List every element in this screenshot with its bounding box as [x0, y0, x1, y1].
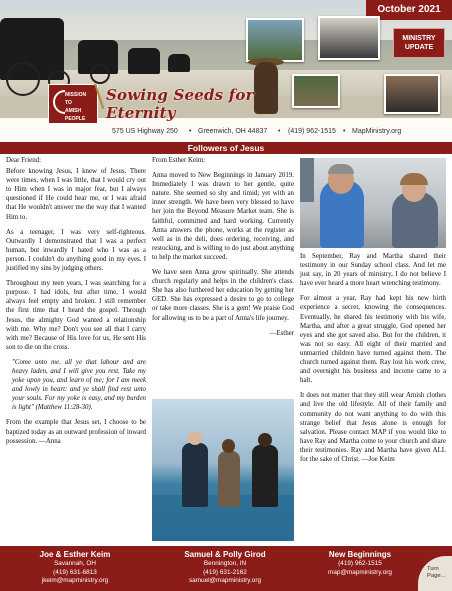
contact-email[interactable]: jkeim@mapministry.org: [41, 577, 109, 585]
contact-phone: (419) 631-2162: [203, 568, 247, 576]
footer-contacts: [0, 546, 452, 591]
separator: •: [189, 128, 192, 135]
contact-name: New Beginnings: [328, 550, 392, 559]
separator: •: [278, 128, 281, 135]
logo-line-4: PEOPLE: [65, 116, 86, 122]
paragraph: It does not matter that they still wear Amish clothes and live the old lifestyle. All of their family and community do not want anything to do with this strange belief that Jesus alone is enough for salvation. Please contact MAP if you would like to have Ray and Martha come to your church and share their testimonies. Ray and Martha have given ALL for the sake of Christ. —Joe Keim: [300, 392, 446, 463]
paragraph: Throughout my teen years, I was searching for a purpose. I had idols, but after time, I would always feel empty and broken. I still remember the first time that I heard the gospel. Through Jesus, the almighty God wanted a relationship with me. Why me? Don't you see all that I carry with me? Because of His love for us, He sent His son to die on the cross.: [6, 280, 146, 351]
buggy: [128, 48, 160, 74]
ministry-badge-line-2: UPDATE: [404, 44, 434, 51]
section-title: Followers of Jesus: [0, 142, 452, 154]
ministry-update-badge: [393, 28, 445, 58]
collage-photo-children: [292, 74, 340, 108]
anna-figure: [218, 451, 240, 507]
contact-phone: (419) 962-1515: [288, 128, 336, 135]
column-anna-letter: [6, 156, 146, 452]
closing-paragraph: From the example that Jesus set, I choose to be baptized today as an outward profession of inward possession. —Anna: [6, 419, 146, 445]
ray-martha-photo: [300, 158, 446, 248]
scripture-quote: "Come unto me, all ye that labour and are heavy laden, and I will give you rest. Take my yoke upon you, and learn of me; for I am meek and lowly in heart: and ye shall find rest unto your souls. For my yoke is easy, and my burden is light" (Matthew 11:28-30).: [12, 358, 146, 412]
contact-location: Savannah, OH: [54, 560, 96, 567]
contact-website[interactable]: MapMinistry.org: [352, 128, 402, 135]
contact-bar: [0, 126, 452, 140]
contact-phone: (419) 631-6813: [53, 568, 97, 576]
paragraph: In September, Ray and Martha shared their testimony in our Sunday school class. And let me just say, in 20 years of ministry, I do not believe I have ever heard a more heart wrenching testimony.: [300, 253, 446, 288]
contact-name: Samuel & Polly Girod: [184, 550, 266, 559]
contact-city: Greenwich, OH 44837: [198, 128, 268, 135]
column-ray-martha: [300, 252, 446, 470]
logo-text: [65, 91, 97, 123]
contact-phone: (419) 962-1515: [338, 560, 382, 567]
tree-line: [0, 40, 452, 70]
contact-location: Bennington, IN: [203, 560, 247, 567]
contact-email[interactable]: samuel@mapministry.org: [188, 577, 262, 585]
hair: [328, 164, 354, 174]
contact-email[interactable]: map@mapministry.org: [328, 568, 392, 576]
paragraph: We have seen Anna grow spiritually. She attends church regularly and helps in the children's class. She has also furthered her education by getting her GED. She has expressed a desire to go to college or take more classes. She is a gem! We praise God for allowing us to be a part of Anna's life journey.: [152, 269, 294, 322]
turn-page-line-1: Turn: [427, 566, 439, 572]
logo-line-2: TO: [65, 100, 72, 106]
person-head: [188, 431, 202, 445]
footer-contact-keim: [0, 550, 150, 586]
paragraph: Before knowing Jesus, I knew of Jesus. There were times, when I was little, that I would cry out to Him when I was in major fear, but I always questioned if He could hear me, or I was afraid that He wouldn't answer me the way that I wanted Him to.: [6, 168, 146, 221]
contact-address: 575 US Highway 250: [112, 128, 178, 135]
contact-name: Joe & Esther Keim: [39, 550, 111, 559]
paragraph: Anna moved to New Beginnings in January 2019. Immediately I was drawn to her gentle, quite nature. She seemed so shy and timid; yet with an inner strength. We have been very blessed to have her join the Beyond Measure Market team. She is faithful, committed and hard working. Currently Anna answers the phone, works at the register as well as in the deli, does ordering, receiving, and restocking, and is willing to do just about anything to help the market succeed.: [152, 172, 294, 261]
tagline: Sowing Seeds for Eternity: [106, 86, 254, 122]
newsletter-header: [0, 0, 452, 142]
column-heading: From Esther Keim:: [152, 157, 206, 164]
baptism-photo: [152, 399, 294, 541]
logo-arc-icon: [53, 90, 65, 114]
collage-photo-family: [384, 74, 440, 114]
collage-photo-outdoor-group: [246, 18, 304, 62]
footer-contact-new-beginnings: [300, 550, 420, 577]
collage-photo-congregation: [318, 16, 380, 60]
person-head: [258, 433, 272, 447]
pastor-figure: [182, 443, 208, 507]
issue-date: October 2021: [366, 0, 452, 20]
ministry-badge-line-1: MINISTRY: [402, 35, 436, 42]
paragraph: For almost a year, Ray had kept his new birth experience a secret, knowing the consequences. Eventually, he shared his testimony with his wife, Martha, and after a great struggle, God opened her eyes and she got saved also. But for the children, it was not so easy. All eight of their married and unmarried children have turned against them. The church turned against them. Ray lost his work crew, and overnight his business and income came to a halt.: [300, 295, 446, 385]
buggy-wheel: [6, 62, 40, 96]
person-head: [222, 439, 235, 453]
projection-screen: [300, 158, 314, 202]
footer-contact-girod: [150, 550, 300, 586]
hair: [400, 173, 428, 185]
paragraph: As a teenager, I was very self-righteous. Outwardly I demonstrated that I was a perfect human, but inwardly I hated who I was as a person. I couldn't do anything good in my eyes. I justified my sins by judging others.: [6, 228, 146, 273]
logo-line-3: AMISH: [65, 108, 82, 114]
column-esther: [152, 156, 294, 344]
signature: —Esther: [269, 329, 294, 337]
logo-line-1: MISSION: [65, 92, 87, 98]
turn-page-line-2: Page...: [427, 573, 446, 579]
salutation: Dear Friend:: [6, 157, 42, 164]
buggy: [168, 54, 190, 72]
separator: •: [343, 128, 346, 135]
map-logo: [48, 84, 98, 124]
helper-figure: [252, 445, 278, 507]
